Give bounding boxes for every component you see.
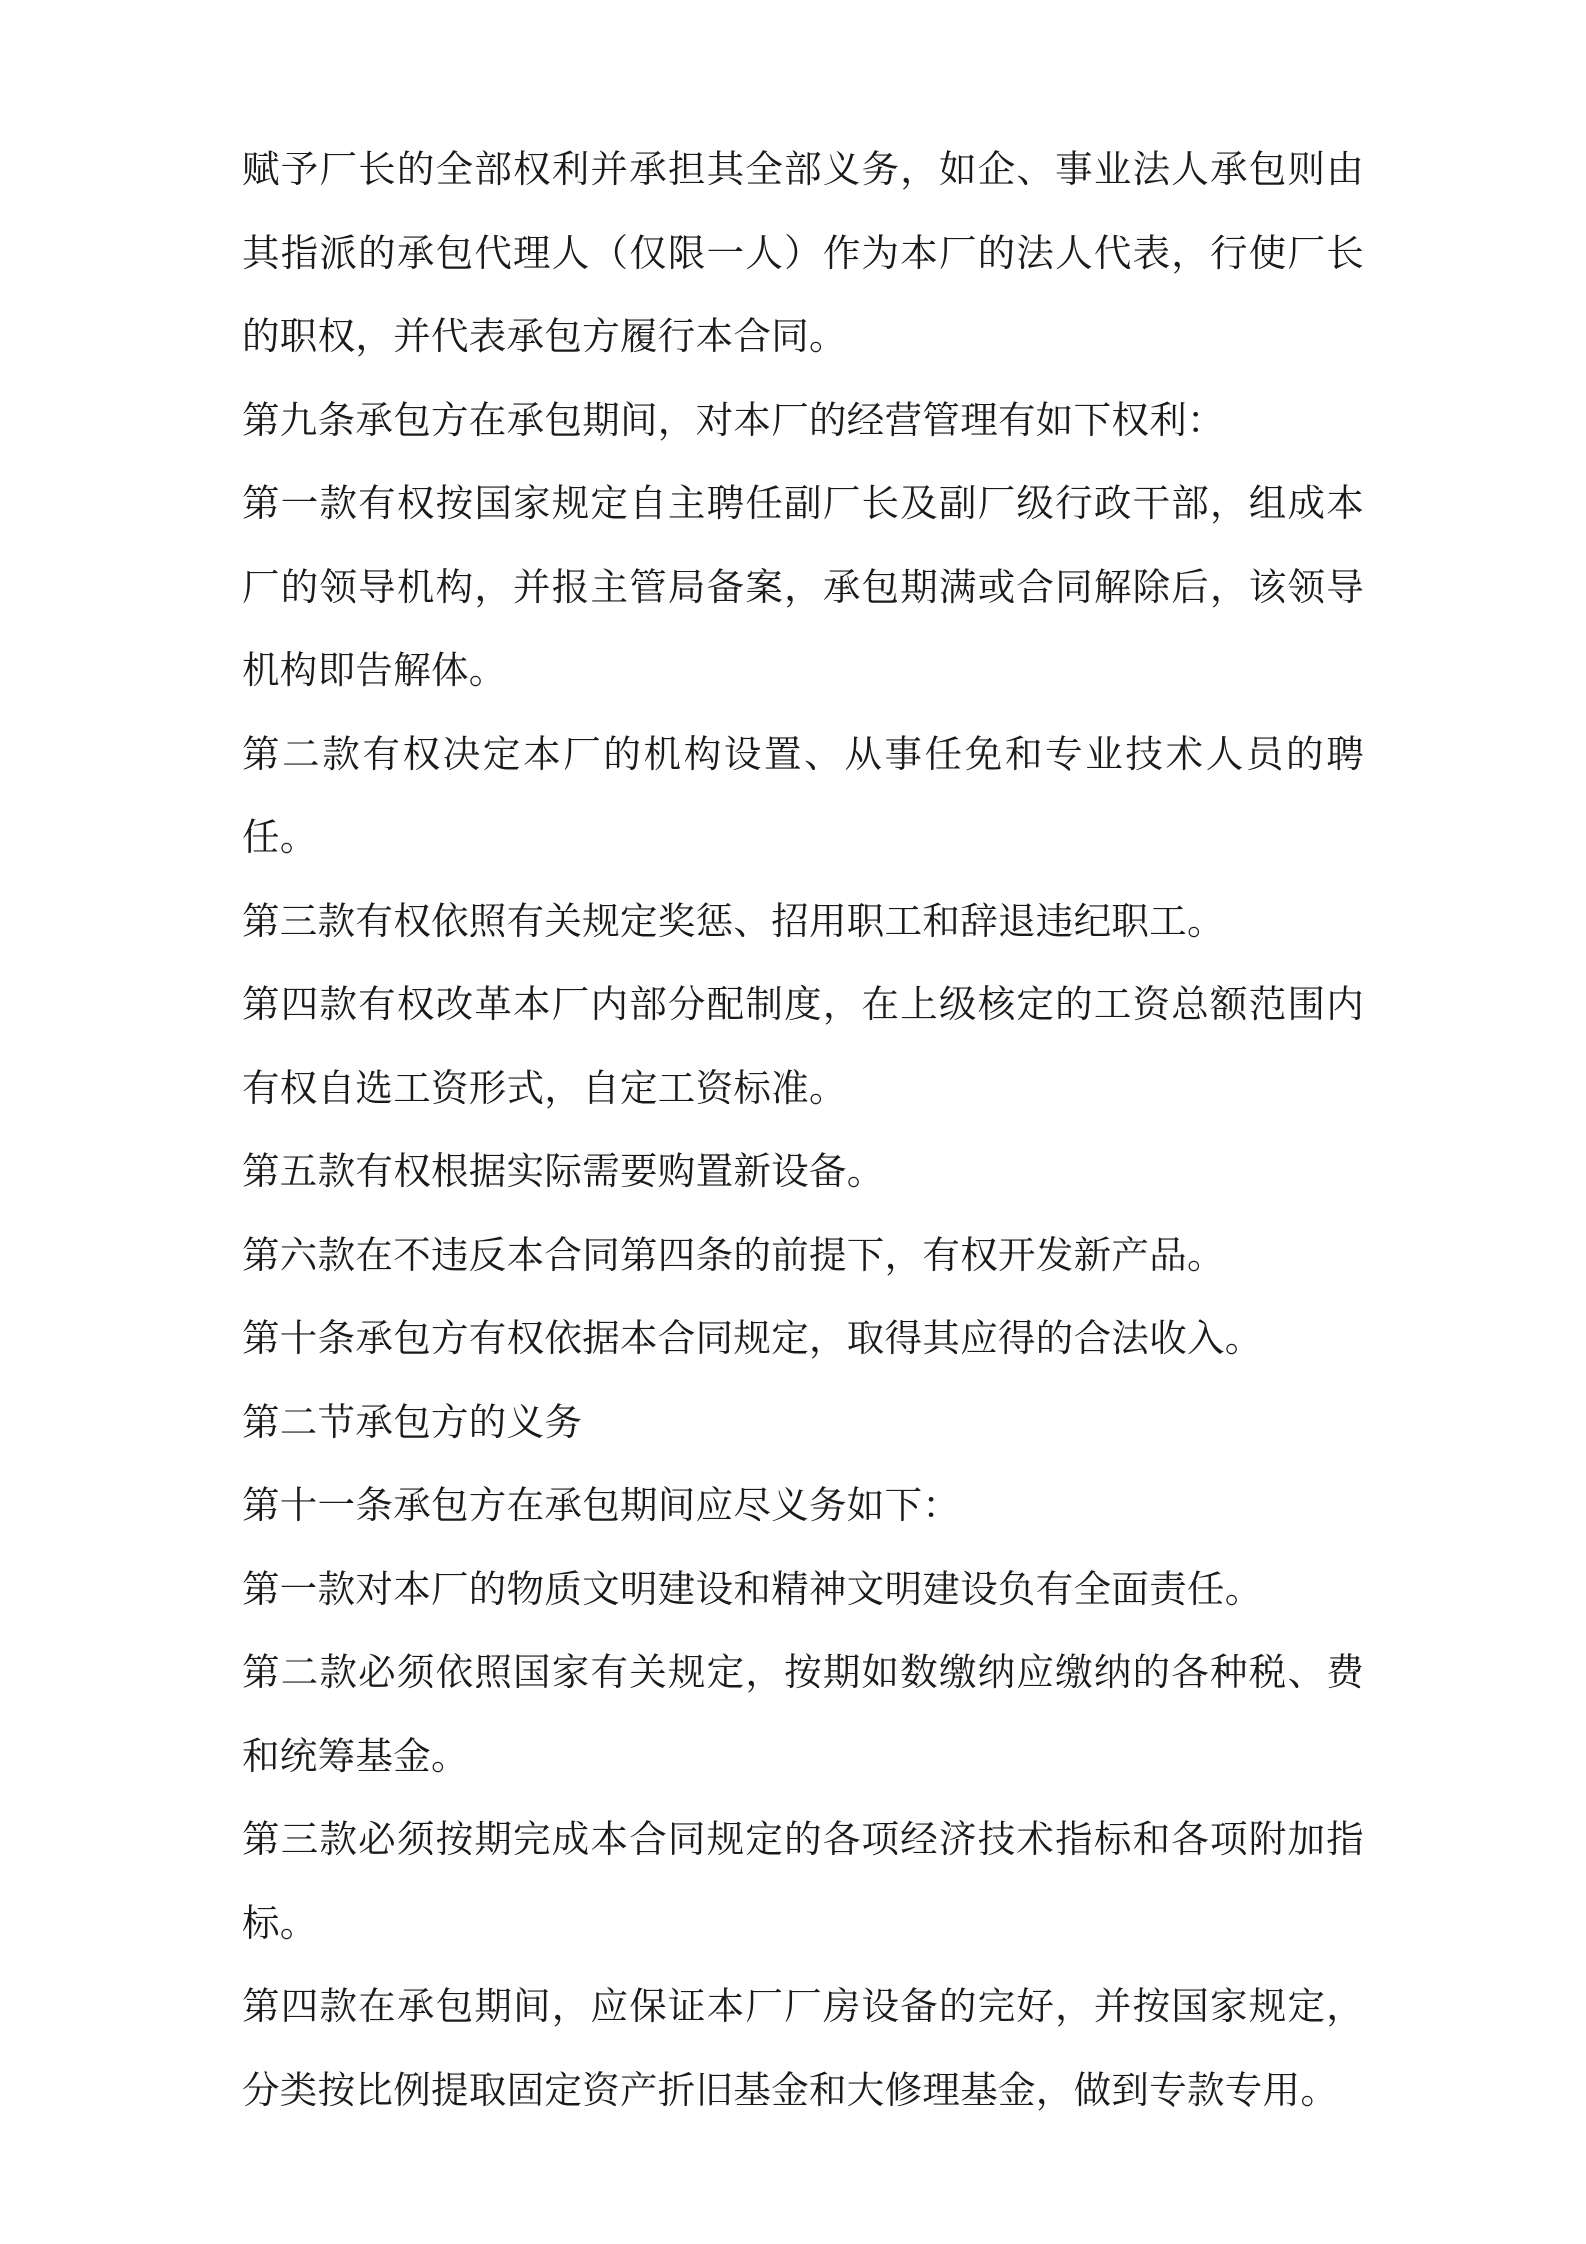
document-body [242, 128, 1364, 2132]
paragraph-article-9-clause-4: 第四款有权改革本厂内部分配制度，在上级核定的工资总额范围内有权自选工资形式，自定工资标准。 [242, 982, 1364, 1110]
paragraph-article-9-clause-3: 第三款有权依照有关规定奖惩、招用职工和辞退违纪职工。 [242, 898, 1225, 943]
paragraph-continuation: 赋予厂长的全部权利并承担其全部义务，如企、事业法人承包则由其指派的承包代理人（仅限一人）作为本厂的法人代表，行使厂长的职权，并代表承包方履行本合同。 [242, 147, 1364, 358]
paragraph-article-9-clause-5: 第五款有权根据实际需要购置新设备。 [242, 1149, 885, 1193]
paragraph-article-11-clause-3: 第三款必须按期完成本合同规定的各项经济技术指标和各项附加指标。 [242, 1817, 1364, 1945]
paragraph-article-10: 第十条承包方有权依据本合同规定，取得其应得的合法收入。 [242, 1316, 1263, 1360]
paragraph-article-11-clause-1: 第一款对本厂的物质文明建设和精神文明建设负有全面责任。 [242, 1566, 1263, 1611]
paragraph-article-9-clause-6: 第六款在不违反本合同第四条的前提下，有权开发新产品。 [242, 1232, 1225, 1277]
paragraph-article-9-clause-2: 第二款有权决定本厂的机构设置、从事任免和专业技术人员的聘任。 [242, 731, 1364, 859]
section-heading-obligations: 第二节承包方的义务 [242, 1399, 583, 1444]
paragraph-article-9-clause-1: 第一款有权按国家规定自主聘任副厂长及副厂级行政干部，组成本厂的领导机构，并报主管局备案，承包期满或合同解除后，该领导机构即告解体。 [242, 481, 1364, 692]
paragraph-article-11-clause-4: 第四款在承包期间，应保证本厂厂房设备的完好，并按国家规定，分类按比例提取固定资产折旧基金和大修理基金，做到专款专用。 [242, 1984, 1364, 2112]
paragraph-article-11-clause-2: 第二款必须依照国家有关规定，按期如数缴纳应缴纳的各种税、费和统筹基金。 [242, 1650, 1364, 1778]
paragraph-article-9: 第九条承包方在承包期间，对本厂的经营管理有如下权利： [242, 397, 1225, 442]
paragraph-article-11: 第十一条承包方在承包期间应尽义务如下： [242, 1483, 961, 1527]
